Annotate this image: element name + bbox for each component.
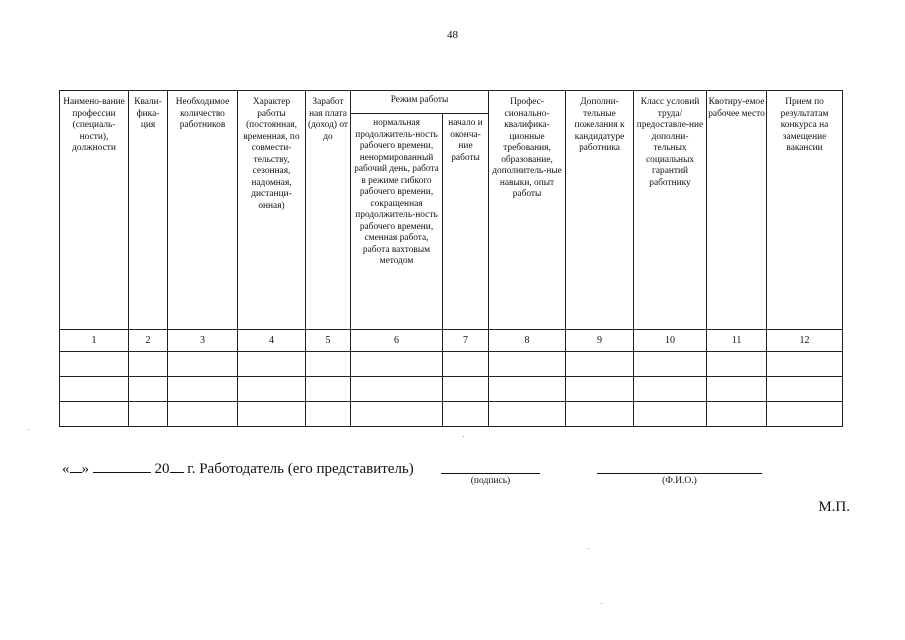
- stamp-place: М.П.: [818, 499, 850, 515]
- empty-cell[interactable]: [489, 352, 566, 377]
- empty-cell[interactable]: [168, 402, 238, 427]
- empty-cell[interactable]: [707, 352, 767, 377]
- vacancy-table: [59, 90, 843, 427]
- empty-cell[interactable]: [634, 377, 707, 402]
- empty-cell[interactable]: [634, 352, 707, 377]
- column-number: 2: [129, 330, 168, 352]
- empty-cell[interactable]: [306, 377, 351, 402]
- column-number: 9: [566, 330, 634, 352]
- table-row: [60, 377, 843, 402]
- empty-cell[interactable]: [443, 402, 489, 427]
- header-profession: Наимено-вание профессии (специаль-ности), должности: [60, 91, 129, 330]
- empty-cell[interactable]: [566, 377, 634, 402]
- header-additional-wishes: Дополни-тельные пожелания к кандидатуре работника: [566, 91, 634, 330]
- empty-cell[interactable]: [351, 377, 443, 402]
- column-number: 10: [634, 330, 707, 352]
- month-blank[interactable]: [93, 459, 151, 473]
- page-number: 48: [447, 29, 458, 41]
- column-number: 8: [489, 330, 566, 352]
- empty-cell[interactable]: [767, 352, 843, 377]
- column-number: 12: [767, 330, 843, 352]
- empty-cell[interactable]: [60, 402, 129, 427]
- column-number: 3: [168, 330, 238, 352]
- header-competition: Прием по результатам конкурса на замещение вакансии: [767, 91, 843, 330]
- empty-cell[interactable]: [767, 377, 843, 402]
- header-work-mode-normal: нормальная продолжитель-ность рабочего времени, ненормированный рабочий день, работа в режиме гибкого рабочего времени, сокращенная продолжитель-ность рабочего времени, сменная работа, работа вахтовым методом: [351, 114, 443, 330]
- empty-cell[interactable]: [60, 352, 129, 377]
- column-numbers-row: [60, 330, 843, 352]
- header-qualification: Квали-фика-ция: [129, 91, 168, 330]
- column-number: 1: [60, 330, 129, 352]
- empty-cell[interactable]: [767, 402, 843, 427]
- empty-cell[interactable]: [306, 352, 351, 377]
- empty-cell[interactable]: [566, 402, 634, 427]
- header-work-mode: Режим работы: [351, 91, 489, 114]
- header-salary: Заработ ная плата (доход) от до: [306, 91, 351, 330]
- scan-speck: [28, 429, 29, 430]
- header-professional-requirements: Профес-сионально-квалифика-ционные требования, образование, дополнитель-ные навыки, опыт работы: [489, 91, 566, 330]
- date-quote-close: »: [81, 461, 89, 477]
- scan-speck: [588, 548, 589, 549]
- table-row: [60, 352, 843, 377]
- header-conditions-class: Класс условий труда/ предоставле-ние дополни-тельных социальных гарантий работнику: [634, 91, 707, 330]
- empty-cell[interactable]: [443, 377, 489, 402]
- header-row-top: [60, 91, 843, 114]
- name-line[interactable]: [597, 473, 762, 474]
- header-work-mode-start-end: начало и оконча-ние работы: [443, 114, 489, 330]
- scan-speck: [601, 603, 602, 604]
- empty-cell[interactable]: [168, 377, 238, 402]
- column-number: 4: [238, 330, 306, 352]
- signature-caption: (подпись): [470, 476, 511, 486]
- empty-cell[interactable]: [566, 352, 634, 377]
- empty-cell[interactable]: [489, 377, 566, 402]
- empty-cell[interactable]: [238, 377, 306, 402]
- empty-cell[interactable]: [351, 352, 443, 377]
- date-and-employer-line: [62, 459, 414, 478]
- empty-cell[interactable]: [129, 352, 168, 377]
- empty-cell[interactable]: [489, 402, 566, 427]
- column-number: 5: [306, 330, 351, 352]
- header-quota: Квотиру-емое рабочее место: [707, 91, 767, 330]
- empty-cell[interactable]: [238, 352, 306, 377]
- column-number: 7: [443, 330, 489, 352]
- empty-cell[interactable]: [60, 377, 129, 402]
- empty-cell[interactable]: [168, 352, 238, 377]
- column-number: 11: [707, 330, 767, 352]
- empty-cell[interactable]: [443, 352, 489, 377]
- table-row: [60, 402, 843, 427]
- year-prefix: 20: [154, 461, 170, 477]
- header-required-count: Необходимое количество работников: [168, 91, 238, 330]
- header-work-nature: Характер работы (постоянная, временная, по совмести-тельству, сезонная, надомная, дистанци-онная): [238, 91, 306, 330]
- year-blank[interactable]: [170, 459, 184, 473]
- day-blank[interactable]: [70, 459, 82, 473]
- empty-cell[interactable]: [129, 402, 168, 427]
- empty-cell[interactable]: [707, 377, 767, 402]
- empty-cell[interactable]: [634, 402, 707, 427]
- empty-cell[interactable]: [306, 402, 351, 427]
- name-caption: (Ф.И.О.): [662, 476, 697, 486]
- date-quote-open: «: [62, 461, 70, 477]
- empty-cell[interactable]: [351, 402, 443, 427]
- signature-line[interactable]: [441, 473, 540, 474]
- employer-label: г. Работодатель (его представитель): [187, 461, 414, 477]
- scan-speck: [463, 436, 464, 437]
- empty-cell[interactable]: [129, 377, 168, 402]
- empty-cell[interactable]: [707, 402, 767, 427]
- empty-cell[interactable]: [238, 402, 306, 427]
- column-number: 6: [351, 330, 443, 352]
